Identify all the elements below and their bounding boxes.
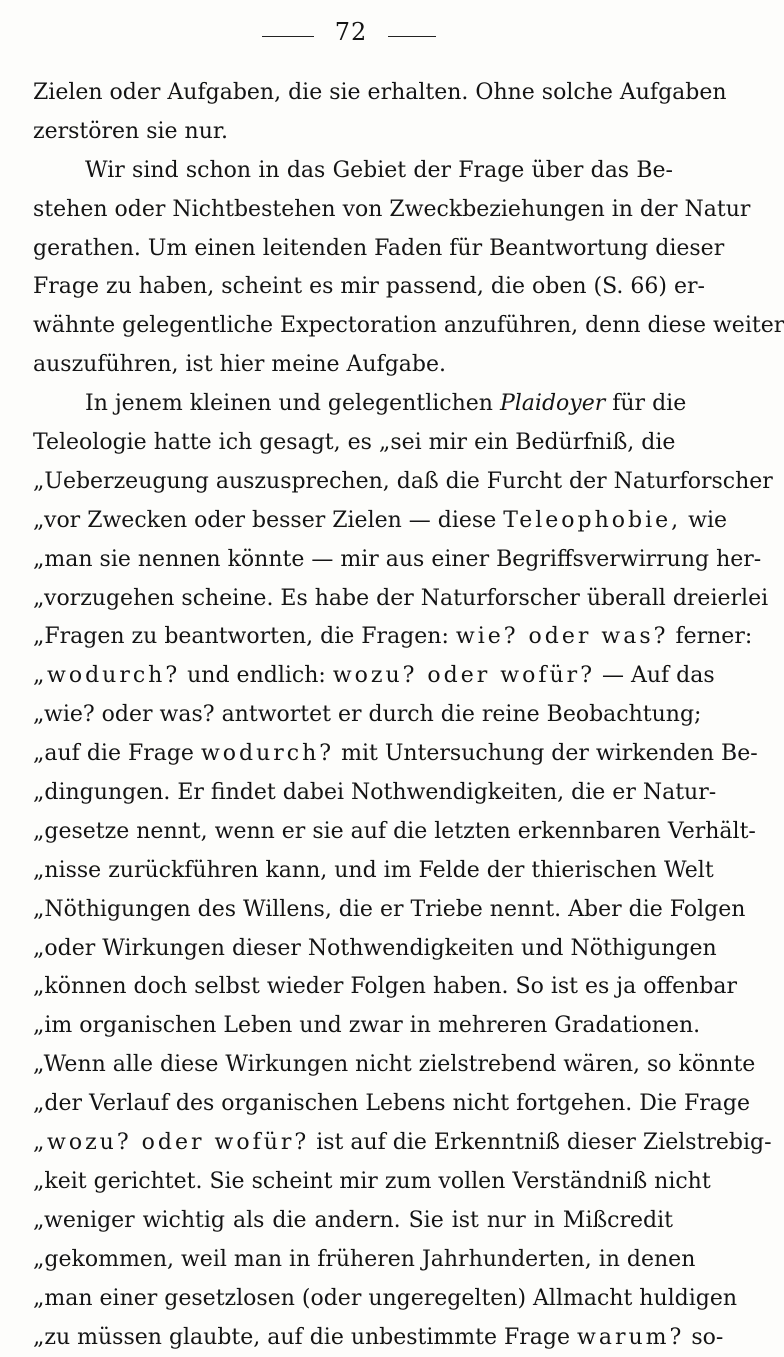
text-fragment: „auf die Frage	[33, 741, 194, 766]
text-line: gerathen. Um einen leitenden Faden für Beantwortung dieser	[33, 230, 673, 269]
text-line: Teleologie hatte ich gesagt, es „sei mir ein Bedürfniß, die	[33, 424, 673, 463]
text-line	[33, 502, 673, 541]
paragraph-start	[33, 385, 673, 424]
text-line: Frage zu haben, scheint es mir passend, die oben (S. 66) er-	[33, 268, 673, 307]
text-line: „vorzugehen scheine. Es habe der Naturforscher überall dreierlei	[33, 580, 673, 619]
text-fragment: „Fragen zu beantworten, die Fragen:	[33, 624, 449, 649]
spaced-emphasis: „wozu? oder wofür?	[33, 1130, 309, 1155]
page-header	[0, 14, 697, 54]
text-line: „wie? oder was? antwortet er durch die reine Beobachtung;	[33, 696, 673, 735]
text-fragment: für die	[612, 391, 686, 416]
text-line: stehen oder Nichtbestehen von Zweckbeziehungen in der Natur	[33, 191, 673, 230]
page-number: 72	[320, 18, 382, 46]
text-line	[33, 1319, 673, 1357]
text-line: „im organischen Leben und zwar in mehreren Gradationen.	[33, 1007, 673, 1046]
text-line: „nisse zurückführen kann, und im Felde der thierischen Welt	[33, 852, 673, 891]
text-line	[33, 618, 673, 657]
text-fragment: wie	[688, 508, 727, 533]
text-line: „gesetze nennt, wenn er sie auf die letzten erkennbaren Verhält-	[33, 813, 673, 852]
text-line: „der Verlauf des organischen Lebens nicht fortgehen. Die Frage	[33, 1085, 673, 1124]
text-fragment: — Auf das	[602, 663, 715, 688]
text-line: „gekommen, weil man in früheren Jahrhunderten, in denen	[33, 1241, 673, 1280]
spaced-emphasis: wie? oder was?	[456, 624, 669, 649]
spaced-emphasis: warum?	[577, 1325, 684, 1350]
text-line: „man einer gesetzlosen (oder ungeregelten) Allmacht huldigen	[33, 1280, 673, 1319]
text-fragment: In jenem kleinen und gelegentlichen	[85, 391, 493, 416]
text-fragment: ferner:	[675, 624, 752, 649]
spaced-emphasis: wozu? oder wofür?	[333, 663, 595, 688]
text-line: „man sie nennen könnte — mir aus einer Begriffsverwirrung her-	[33, 541, 673, 580]
header-rule-left	[262, 36, 314, 37]
text-fragment: „zu müssen glaubte, auf die unbestimmte Frage	[33, 1325, 570, 1350]
text-line	[33, 735, 673, 774]
text-fragment: so-	[691, 1325, 723, 1350]
text-fragment: „vor Zwecken oder besser Zielen — diese	[33, 508, 496, 533]
spaced-emphasis: „wodurch?	[33, 663, 180, 688]
text-line: „weniger wichtig als die andern. Sie ist nur in Mißcredit	[33, 1202, 673, 1241]
text-line: „Wenn alle diese Wirkungen nicht zielstrebend wären, so könnte	[33, 1046, 673, 1085]
paragraph-start: Wir sind schon in das Gebiet der Frage über das Be-	[33, 152, 673, 191]
text-line: „oder Wirkungen dieser Nothwendigkeiten und Nöthigungen	[33, 930, 673, 969]
text-line: „Nöthigungen des Willens, die er Triebe nennt. Aber die Folgen	[33, 891, 673, 930]
text-line: „keit gerichtet. Sie scheint mir zum vollen Verständniß nicht	[33, 1163, 673, 1202]
text-line: „dingungen. Er findet dabei Nothwendigkeiten, die er Natur-	[33, 774, 673, 813]
text-line: „Ueberzeugung auszusprechen, daß die Furcht der Naturforscher	[33, 463, 673, 502]
header-rule-right	[388, 36, 436, 37]
text-fragment: mit Untersuchung der wirkenden Be-	[341, 741, 758, 766]
body-text	[33, 74, 673, 1357]
text-line	[33, 657, 673, 696]
text-line: „können doch selbst wieder Folgen haben. So ist es ja offenbar	[33, 968, 673, 1007]
text-line: zerstören sie nur.	[33, 113, 673, 152]
text-line: Zielen oder Aufgaben, die sie erhalten. Ohne solche Aufgaben	[33, 74, 673, 113]
text-line	[33, 1124, 673, 1163]
text-fragment: ist auf die Erkenntniß dieser Zielstrebig-	[316, 1130, 771, 1155]
text-fragment: und endlich:	[187, 663, 326, 688]
text-line: wähnte gelegentliche Expectoration anzuführen, denn diese weiter	[33, 307, 673, 346]
text-line: auszuführen, ist hier meine Aufgabe.	[33, 346, 673, 385]
spaced-emphasis: wodurch?	[201, 741, 334, 766]
spaced-emphasis: Teleophobie,	[503, 508, 681, 533]
italic-word: Plaidoyer	[500, 391, 605, 416]
